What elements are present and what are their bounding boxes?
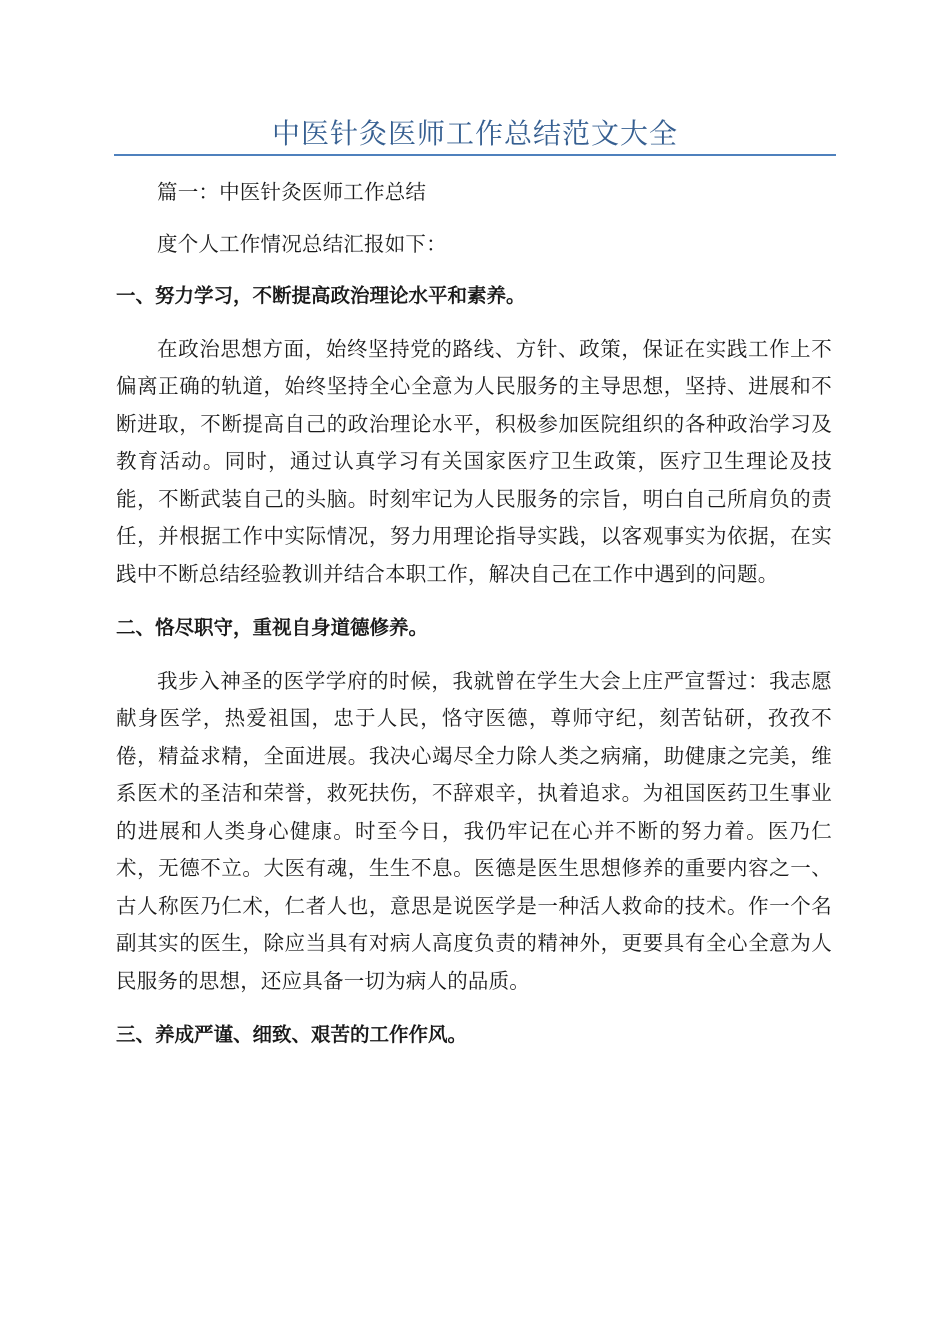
- section-paragraph-2: 我步入神圣的医学学府的时候，我就曾在学生大会上庄严宣誓过：我志愿献身医学，热爱祖国，忠于人民，恪守医德，尊师守纪，刻苦钻研，孜孜不倦，精益求精，全面进展。我决心竭尽全力除人类之病痛，助健康之完美，维系医术的圣洁和荣誉，救死扶伤，不辞艰辛，执着追求。为祖国医药卫生事业的进展和人类身心健康。时至今日，我仍牢记在心并不断的努力着。医乃仁术，无德不立。大医有魂，生生不息。医德是医生思想修养的重要内容之一、古人称医乃仁术，仁者人也，意思是说医学是一种活人救命的技术。作一个名副其实的医生，除应当具有对病人高度负责的精神外，更要具有全心全意为人民服务的思想，还应具备一切为病人的品质。: [116, 668, 832, 993]
- section-heading-1: 一、努力学习，不断提高政治理论水平和素养。: [116, 284, 526, 307]
- subtitle-paragraph: 篇一：中医针灸医师工作总结: [157, 180, 427, 204]
- document-body: [116, 174, 832, 1054]
- section-heading-3: 三、养成严谨、细致、艰苦的工作作风。: [116, 1023, 468, 1046]
- section-heading-2: 二、恪尽职守，重视自身道德修养。: [116, 616, 429, 639]
- document-title: 中医针灸医师工作总结范文大全: [271, 117, 678, 150]
- title-underline: [114, 154, 836, 156]
- section-paragraph-1: 在政治思想方面，始终坚持党的路线、方针、政策，保证在实践工作上不偏离正确的轨道，始终坚持全心全意为人民服务的主导思想，坚持、进展和不断进取，不断提高自己的政治理论水平，积极参加医院组织的各种政治学习及教育活动。同时，通过认真学习有关国家医疗卫生政策，医疗卫生理论及技能，不断武装自己的头脑。时刻牢记为人民服务的宗旨，明白自己所肩负的责任，并根据工作中实际情况，努力用理论指导实践，以客观事实为依据，在实践中不断总结经验教训并结合本职工作，解决自己在工作中遇到的问题。: [116, 336, 832, 586]
- intro-paragraph: 度个人工作情况总结汇报如下：: [157, 231, 447, 256]
